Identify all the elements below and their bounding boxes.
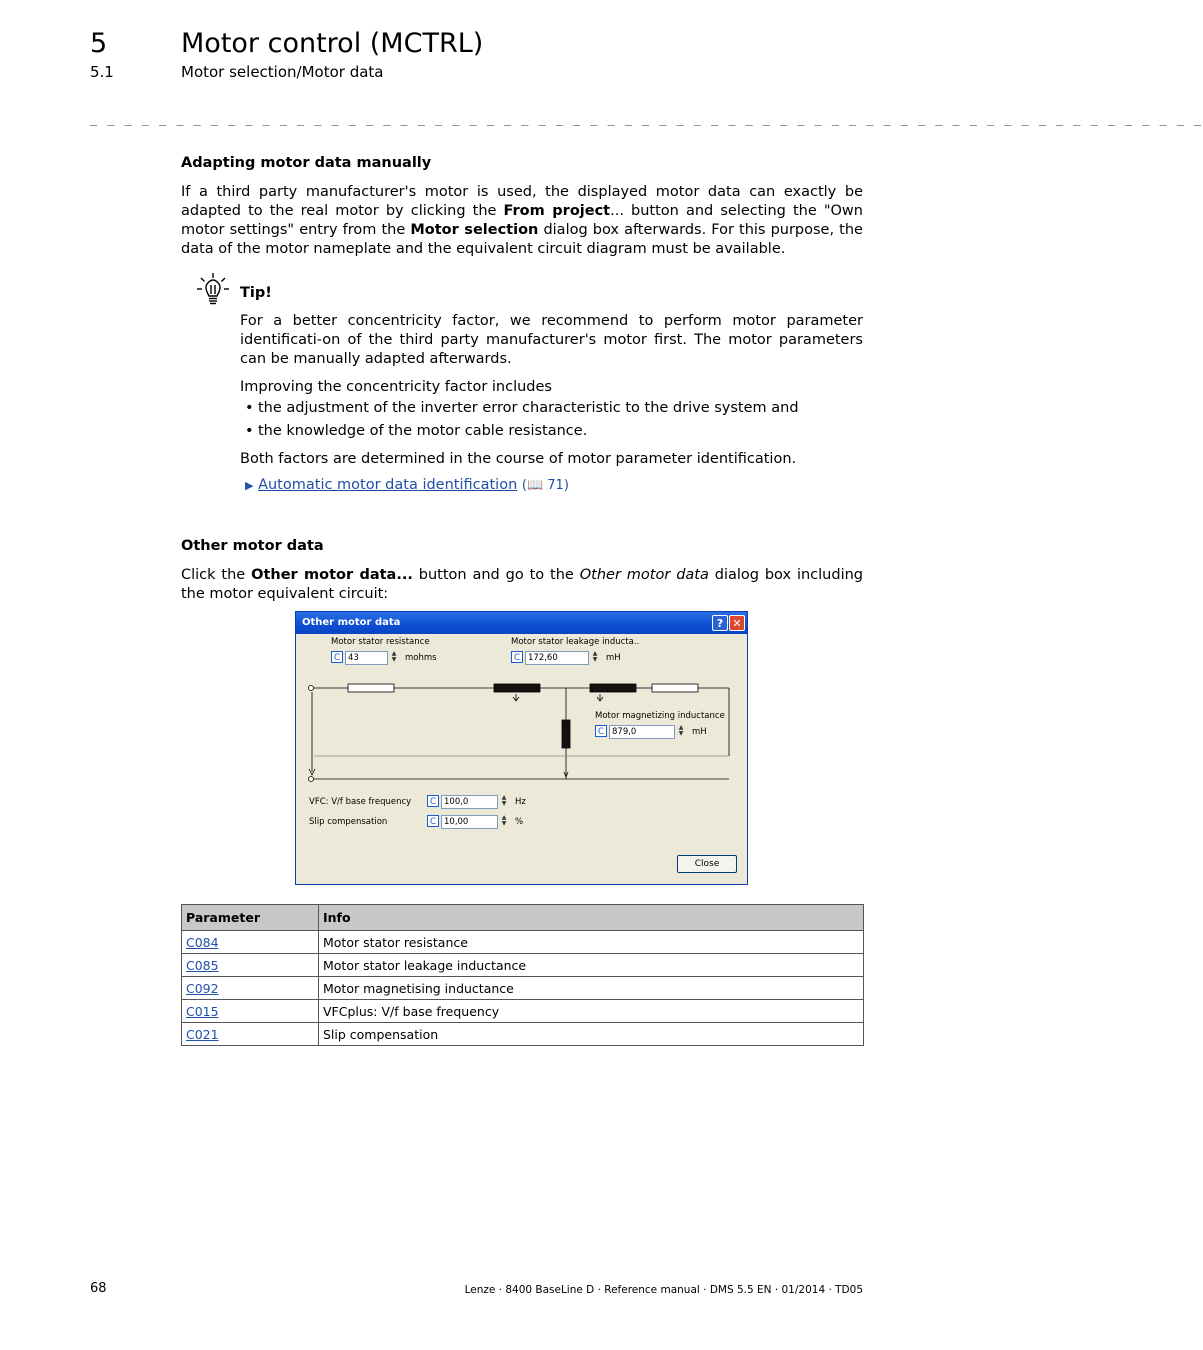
leakage-inductance-spinner[interactable]: ▲ ▼ bbox=[592, 650, 598, 663]
stator-resistance-spinner[interactable]: ▲ ▼ bbox=[391, 650, 397, 663]
leakage-inductance-input[interactable]: 172,60 bbox=[525, 651, 589, 665]
section-number: 5.1 bbox=[90, 63, 114, 81]
tip-paragraph-2: Improving the concentricity factor includes bbox=[240, 379, 552, 395]
table-row bbox=[182, 931, 864, 954]
table-row bbox=[182, 1023, 864, 1046]
bullet-text: the adjustment of the inverter error characteristic to the drive system and bbox=[258, 400, 799, 416]
page-number: 68 bbox=[90, 1281, 107, 1296]
info-cell: Motor magnetising inductance bbox=[319, 977, 864, 1000]
paragraph-other-motor-data bbox=[181, 566, 863, 604]
para-text: If a third party manufacturer's motor is used, the displayed motor data can exactly be adapted to the real motor by clicking the bbox=[181, 184, 863, 219]
footer-doc-info: Lenze · 8400 BaseLine D · Reference manual · DMS 5.5 EN · 01/2014 · TD05 bbox=[464, 1284, 863, 1296]
lightbulb-icon bbox=[196, 272, 230, 306]
param-cell bbox=[182, 954, 319, 977]
dialog-body bbox=[296, 634, 747, 884]
code-c-button[interactable]: C bbox=[427, 795, 439, 807]
close-button[interactable]: Close bbox=[677, 855, 737, 873]
table-row bbox=[182, 1000, 864, 1023]
help-button[interactable]: ? bbox=[712, 615, 728, 631]
triangle-right-icon: ▶ bbox=[245, 479, 254, 492]
param-link-c021[interactable]: C021 bbox=[186, 1026, 219, 1042]
heading-adapting-motor-data: Adapting motor data manually bbox=[181, 155, 432, 171]
bullet-mark: • bbox=[245, 400, 254, 416]
param-cell bbox=[182, 931, 319, 954]
slip-compensation-input[interactable]: 10,00 bbox=[441, 815, 498, 829]
slip-compensation-unit: % bbox=[515, 817, 524, 827]
vfc-base-frequency-unit: Hz bbox=[515, 797, 526, 807]
vfc-base-frequency-input[interactable]: 100,0 bbox=[441, 795, 498, 809]
param-cell bbox=[182, 1023, 319, 1046]
link-automatic-identification-row bbox=[245, 477, 569, 493]
bullet-text: the knowledge of the motor cable resistance. bbox=[258, 423, 588, 439]
para-text: button and go to the bbox=[412, 567, 580, 583]
code-c-button[interactable]: C bbox=[511, 651, 523, 663]
bullet-mark: • bbox=[245, 423, 254, 439]
table-row bbox=[182, 977, 864, 1000]
slip-compensation-spinner[interactable]: ▲ ▼ bbox=[501, 814, 507, 827]
link-automatic-motor-data-identification[interactable]: Automatic motor data identification bbox=[258, 477, 518, 493]
info-cell: Motor stator leakage inductance bbox=[319, 954, 864, 977]
page-ref-number: 71 bbox=[547, 478, 564, 493]
tip-paragraph-3: Both factors are determined in the course of motor parameter identification. bbox=[240, 451, 797, 467]
slip-compensation-label: Slip compensation bbox=[309, 817, 388, 827]
para-text: Click the bbox=[181, 567, 252, 583]
vfc-base-frequency-label: VFC: V/f base frequency bbox=[309, 797, 412, 807]
header-separator: _ _ _ _ _ _ _ _ _ _ _ _ _ _ _ _ _ _ _ _ _ _ _ _ _ _ _ _ _ _ _ _ _ _ _ _ _ _ _ _ _ _ _ _ _ _ _ _ _ _ _ _ _ _ _ _ _ _ _ _ _ _ _ _ _ bbox=[90, 112, 1203, 126]
list-item bbox=[245, 423, 845, 442]
section-title: Motor selection/Motor data bbox=[181, 63, 384, 81]
param-link-c085[interactable]: C085 bbox=[186, 957, 219, 973]
magnetizing-inductance-input[interactable]: 879,0 bbox=[609, 725, 675, 739]
para-bold-motor-selection: Motor selection bbox=[410, 222, 539, 238]
column-header-info: Info bbox=[319, 905, 864, 931]
info-cell: VFCplus: V/f base frequency bbox=[319, 1000, 864, 1023]
tip-label: Tip! bbox=[240, 285, 272, 301]
info-cell: Slip compensation bbox=[319, 1023, 864, 1046]
close-window-button[interactable]: ✕ bbox=[729, 615, 745, 631]
para-bold-other-motor-data-button: Other motor data... bbox=[251, 567, 413, 583]
para-text: dialog box including the motor equivalent circuit: bbox=[181, 567, 863, 602]
param-link-c084[interactable]: C084 bbox=[186, 934, 219, 950]
parameter-table bbox=[181, 904, 864, 1046]
dialog-title: Other motor data bbox=[302, 617, 401, 628]
list-item bbox=[245, 400, 845, 419]
param-link-c092[interactable]: C092 bbox=[186, 980, 219, 996]
para-bold-from-project: From project bbox=[503, 203, 611, 219]
table-header-row bbox=[182, 905, 864, 931]
magnetizing-inductance-spinner[interactable]: ▲ ▼ bbox=[678, 724, 684, 737]
heading-other-motor-data: Other motor data bbox=[181, 538, 324, 554]
param-cell bbox=[182, 977, 319, 1000]
dialog-titlebar bbox=[296, 612, 747, 634]
code-c-button[interactable]: C bbox=[331, 651, 343, 663]
tip-paragraph-1: For a better concentricity factor, we recommend to perform motor parameter identificati-on of the third party manufacturer's motor first. The motor parameters can be manually adapted afterwards. bbox=[240, 313, 863, 367]
param-link-c015[interactable]: C015 bbox=[186, 1003, 219, 1019]
page-reference[interactable]: (📖 71) bbox=[521, 478, 569, 493]
para-italic-dialog-name: Other motor data bbox=[579, 567, 709, 583]
chapter-number: 5 bbox=[90, 28, 108, 59]
equivalent-circuit-diagram bbox=[296, 634, 747, 884]
column-header-parameter: Parameter bbox=[182, 905, 319, 931]
leakage-inductance-label: Motor stator leakage inducta.. bbox=[511, 637, 640, 647]
magnetizing-inductance-label: Motor magnetizing inductance bbox=[595, 711, 725, 721]
chapter-title: Motor control (MCTRL) bbox=[181, 28, 484, 59]
magnetizing-inductance-unit: mH bbox=[692, 727, 707, 737]
code-c-button[interactable]: C bbox=[595, 725, 607, 737]
paragraph-adapting bbox=[181, 183, 863, 259]
other-motor-data-dialog bbox=[295, 611, 748, 885]
leakage-inductance-unit: mH bbox=[606, 653, 621, 663]
param-cell bbox=[182, 1000, 319, 1023]
stator-resistance-unit: mohms bbox=[405, 653, 437, 663]
vfc-base-frequency-spinner[interactable]: ▲ ▼ bbox=[501, 794, 507, 807]
stator-resistance-label: Motor stator resistance bbox=[331, 637, 430, 647]
table-row bbox=[182, 954, 864, 977]
info-cell: Motor stator resistance bbox=[319, 931, 864, 954]
para-text: dialog box afterwards. For this purpose, the data of the motor nameplate and the equivalent circuit diagram must be available. bbox=[181, 222, 863, 257]
book-icon: 📖 bbox=[526, 478, 544, 493]
para-text: ... button and selecting the "Own motor settings" entry from the bbox=[181, 203, 863, 238]
code-c-button[interactable]: C bbox=[427, 815, 439, 827]
stator-resistance-input[interactable]: 43 bbox=[345, 651, 388, 665]
